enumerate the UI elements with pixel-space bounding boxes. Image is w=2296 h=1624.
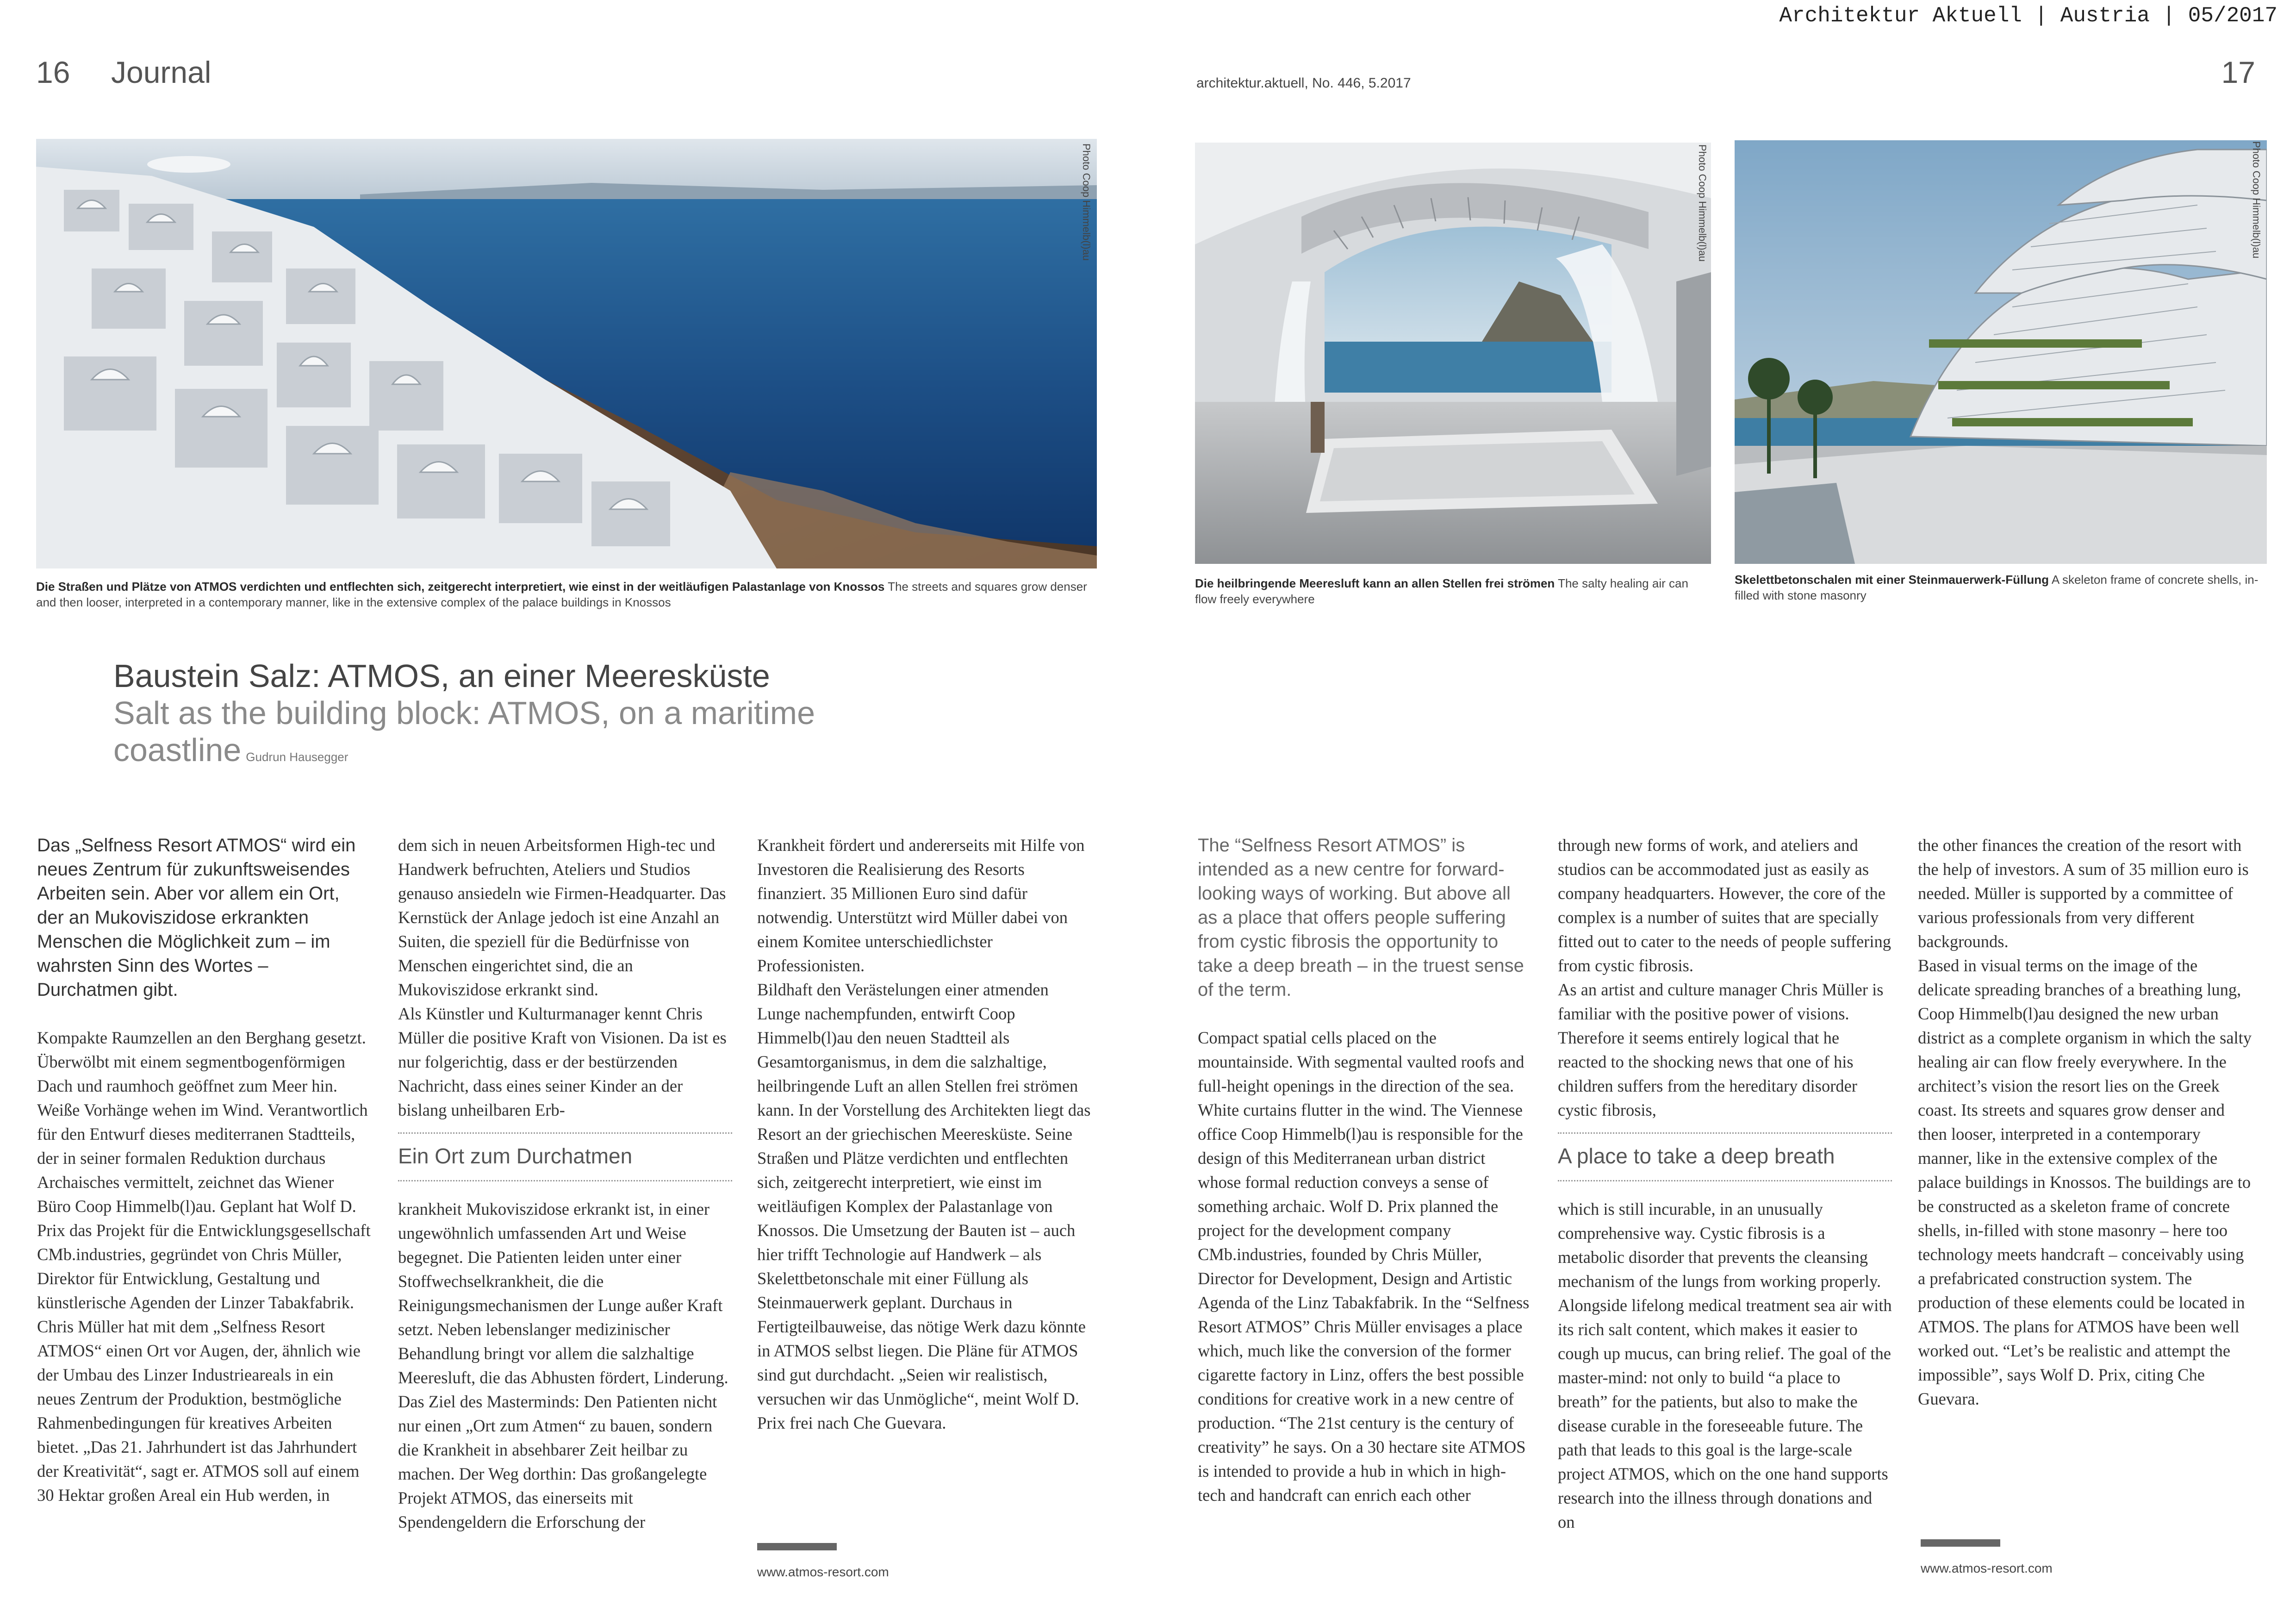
caption-1-de: Die Straßen und Plätze von ATMOS verdichten und entflechten sich, zeitgerecht interpretiert, wie einst in der weitläufigen Palastanlage von Knossos	[36, 580, 885, 593]
photo-credit-1: Photo Coop Himmelb(l)au	[1081, 144, 1092, 261]
german-col2-p3: krankheit Mukoviszidose erkrankt ist, in einer ungewöhnlich umfassenden Art und Weise begegnet. Die Patienten leiden unter einer Stoffwechselkrankheit, die die Reinigungsmechanismen der Lunge außer Kraft setzt. Neben lebenslanger medizinischer Behandlung bringt vor allem die salzhaltige Meeresluft, die das Abhusten fördert, Linderung. Das Ziel des Masterminds: Den Patienten nicht nur einen „Ort zum Atmen“ zu bauen, sondern die Krankheit in absehbarer Zeit heilbar zu machen. Der Weg dorthin: Das großangelegte Projekt ATMOS, das einerseits mit Spendengeldern die Erforschung der	[398, 1199, 728, 1531]
english-col5-p3: which is still incurable, in an unusually comprehensive way. Cystic fibrosis is a metabolic disorder that prevents the cleansing mechanism of the lungs from working properly. Alongside lifelong medical treatment sea air with its rich salt content, which makes it easier to cough up mucus, can bring relief. The goal of the master-mind: not only to build “a place to breath” for the patients, but also to make the disease curable in the foreseeable future. The path that leads to this goal is the large-scale project ATMOS, which on the one hand supports research into the illness through donations and on	[1558, 1199, 1892, 1531]
suite-interior-photo	[1195, 143, 1711, 564]
caption-3-en: A skeleton frame of concrete shells, in-filled with stone masonry	[1735, 573, 2259, 602]
caption-3	[1735, 572, 2267, 603]
german-subhead: Ein Ort zum Durchatmen	[398, 1132, 732, 1181]
german-col3-p1: Krankheit fördert und andererseits mit Hilfe von Investoren die Realisierung des Resorts finanziert. 35 Millionen Euro sind dafür notwendig. Unterstützt wird Müller dabei von einem Komitee unterschiedlichster Professionisten.	[757, 836, 1085, 975]
english-column-3	[1918, 833, 2252, 1411]
german-col1-body: Kompakte Raumzellen an den Berghang gesetzt. Überwölbt mit einem segmentbogenförmigen Dach und raumhoch geöffnet zum Meer hin. Weiße Vorhänge wehen im Wind. Verantwortlich für den Entwurf dieses mediterranen Stadtteils, der in seiner formalen Reduktion durchaus Archaisches vermittelt, zeichnet das Wiener Büro Coop Himmelb(l)au. Geplant hat Wolf D. Prix das Projekt für die Entwicklungsgesellschaft CMb.industries, gegründet von Chris Müller, Direktor für Entwicklung, Gestaltung und künstlerische Agenden der Linzer Tabakfabrik. Chris Müller hat mit dem „Selfness Resort ATMOS“ einen Ort vor Augen, der, ähnlich wie der Umbau des Linzer Industrieareals in ein neues Zentrum der Produktion, bestmögliche Rahmenbedingungen für kreatives Arbeiten bietet. „Das 21. Jahrhundert ist das Jahrhundert der Kreativität“, sagt er. ATMOS soll auf einem 30 Hektar großen Areal ein Hub werden, in	[37, 1028, 371, 1505]
german-column-1	[37, 833, 371, 1507]
english-col6-p2: Based in visual terms on the image of the delicate spreading branches of a breathing lung, Coop Himmelb(l)au designed the new urban district as a complete organism in which the salty healing air can flow freely everywhere. In the architect’s vision the resort lies on the Greek coast. Its streets and squares grow denser and then looser, interpreted in a contemporary manner, like in the extensive complex of the palace buildings in Knossos. The buildings are to be constructed as a skeleton frame of concrete shells, in-filled with stone masonry – here too technology meets handcraft – conceivably using a prefabricated construction system. The production of these elements could be located in ATMOS. The plans for ATMOS have been well worked out. “Let’s be realistic and attempt the impossible”, says Wolf D. Prix, citing Che Guevara.	[1918, 956, 2252, 1408]
german-col2-p1: dem sich in neuen Arbeitsformen High-tec und Handwerk befruchten, Ateliers und Studios genauso ansiedeln wie Firmen-Headquarter. Das Kernstück der Anlage jedoch ist eine Anzahl an Suiten, die speziell für die Bedürfnisse von Menschen eingerichtet sind, die an Mukoviszidose erkrankt sind.	[398, 836, 726, 999]
end-rule-english	[1921, 1539, 2000, 1547]
english-col5-p2: As an artist and culture manager Chris Müller is familiar with the positive power of visions. Therefore it seems entirely logical that he reacted to the shocking news that one of his children suffers from the hereditary disorder cystic fibrosis,	[1558, 980, 1884, 1119]
english-column-2	[1558, 833, 1892, 1534]
caption-2-en: The salty healing air can flow freely everywhere	[1195, 576, 1688, 606]
section-label: Journal	[111, 55, 212, 89]
photo-credit-2: Photo Coop Himmelb(l)au	[1697, 144, 1708, 262]
page-number-right: 17	[2221, 55, 2255, 89]
german-col3-p2: Bildhaft den Verästelungen einer atmenden Lunge nachempfunden, entwirft Coop Himmelb(l)au den neuen Stadtteil als Gesamtorganismus, in dem die salzhaltige, heilbringende Luft an allen Stellen frei strömen kann. In der Vorstellung des Architekten liegt das Resort an der griechischen Meeresküste. Seine Straßen und Plätze verdichten und entflechten sich, zeitgerecht interpretiert, wie einst im weitläufigen Komplex der Palastanlage von Knossos. Die Umsetzung der Bauten ist – auch hier trifft Technologie auf Handwerk – als Skelettbetonschale mit einer Füllung als Steinmauerwerk geplant. Durchaus in Fertigteilbauweise, das nötige Werk dazu könnte in ATMOS selbst liegen. Die Pläne für ATMOS sind gut durchdacht. „Seien wir realistisch, versuchen wir das Unmögliche“, meint Wolf D. Prix frei nach Che Guevara.	[757, 980, 1091, 1432]
german-col2-p2: Als Künstler und Kulturmanager kennt Chris Müller die positive Kraft von Visionen. Da ist es nur folgerichtig, dass er der bestürzenden Nachricht, dass eines seiner Kinder an der bislang unheilbaren Erb-	[398, 1004, 727, 1119]
headline-english-text: Salt as the building block: ATMOS, on a maritime coastline	[113, 695, 815, 768]
website-link-german[interactable]: www.atmos-resort.com	[757, 1565, 889, 1579]
end-rule-german	[757, 1543, 837, 1550]
headline-english	[113, 694, 900, 775]
german-lead: Das „Selfness Resort ATMOS“ wird ein neues Zentrum für zukunftsweisendes Arbeiten sein. Aber vor allem ein Ort, der an Mukoviszidose erkrankten Menschen die Möglichkeit zum – im wahrsten Sinn des Wortes – Durchatmen gibt.	[37, 835, 356, 1000]
page-number-left: 16	[36, 55, 70, 89]
photo-credit-3: Photo Coop Himmelb(l)au	[2251, 141, 2262, 259]
caption-2	[1195, 575, 1704, 607]
german-column-3	[757, 833, 1091, 1435]
english-lead: The “Selfness Resort ATMOS” is intended as a new centre for forward-looking ways of working. But above all as a place that offers people suffering from cystic fibrosis the opportunity to take a deep breath – in the truest sense of the term.	[1198, 835, 1524, 1000]
english-column-1	[1198, 833, 1532, 1507]
caption-2-de: Die heilbringende Meeresluft kann an allen Stellen frei strömen	[1195, 576, 1555, 590]
english-col4-body: Compact spatial cells placed on the mountainside. With segmental vaulted roofs and full-height openings in the direction of the sea. White curtains flutter in the wind. The Viennese office Coop Himmelb(l)au is responsible for the design of this Mediterranean urban district whose formal reduction conveys a sense of something archaic. Wolf D. Prix planned the project for the development company CMb.industries, founded by Chris Müller, Director for Development, Design and Artistic Agenda of the Linz Tabakfabrik. In the “Selfness Resort ATMOS” Chris Müller envisages a place which, much like the conversion of the former cigarette factory in Linz, offers the best possible conditions for creative work in a new centre of production. “The 21st century is the century of creativity” he says. On a 30 hectare site ATMOS is intended to provide a hub in which in high-tech and handcraft can enrich each other	[1198, 1028, 1530, 1505]
english-col5-p1: through new forms of work, and ateliers and studios can be accommodated just as easily as company headquarters. However, the core of the complex is a number of suites that are specially fitted out to cater to the needs of people suffering from cystic fibrosis.	[1558, 836, 1891, 975]
magazine-reference: architektur.aktuell, No. 446, 5.2017	[1196, 75, 1411, 91]
coastal-resort-photo	[36, 139, 1097, 568]
website-link-english[interactable]: www.atmos-resort.com	[1921, 1561, 2053, 1575]
english-col6-p1: the other finances the creation of the resort with the help of investors. A sum of 35 million euro is needed. Müller is supported by a committee of various professionals from very different backgrounds.	[1918, 836, 2249, 951]
terraced-structure-photo	[1735, 140, 2267, 564]
caption-3-de: Skelettbetonschalen mit einer Steinmauerwerk-Füllung	[1735, 573, 2049, 587]
caption-1	[36, 579, 1097, 610]
english-subhead: A place to take a deep breath	[1558, 1132, 1892, 1181]
author-byline: Gudrun Hausegger	[246, 750, 348, 764]
headline-german: Baustein Salz: ATMOS, an einer Meeresküste	[113, 658, 770, 694]
issue-header: Architektur Aktuell | Austria | 05/2017	[1779, 4, 2277, 28]
caption-1-en: The streets and squares grow denser and then looser, interpreted in a contemporary manner, like in the extensive complex of the palace buildings in Knossos	[36, 580, 1087, 609]
german-column-2	[398, 833, 732, 1534]
